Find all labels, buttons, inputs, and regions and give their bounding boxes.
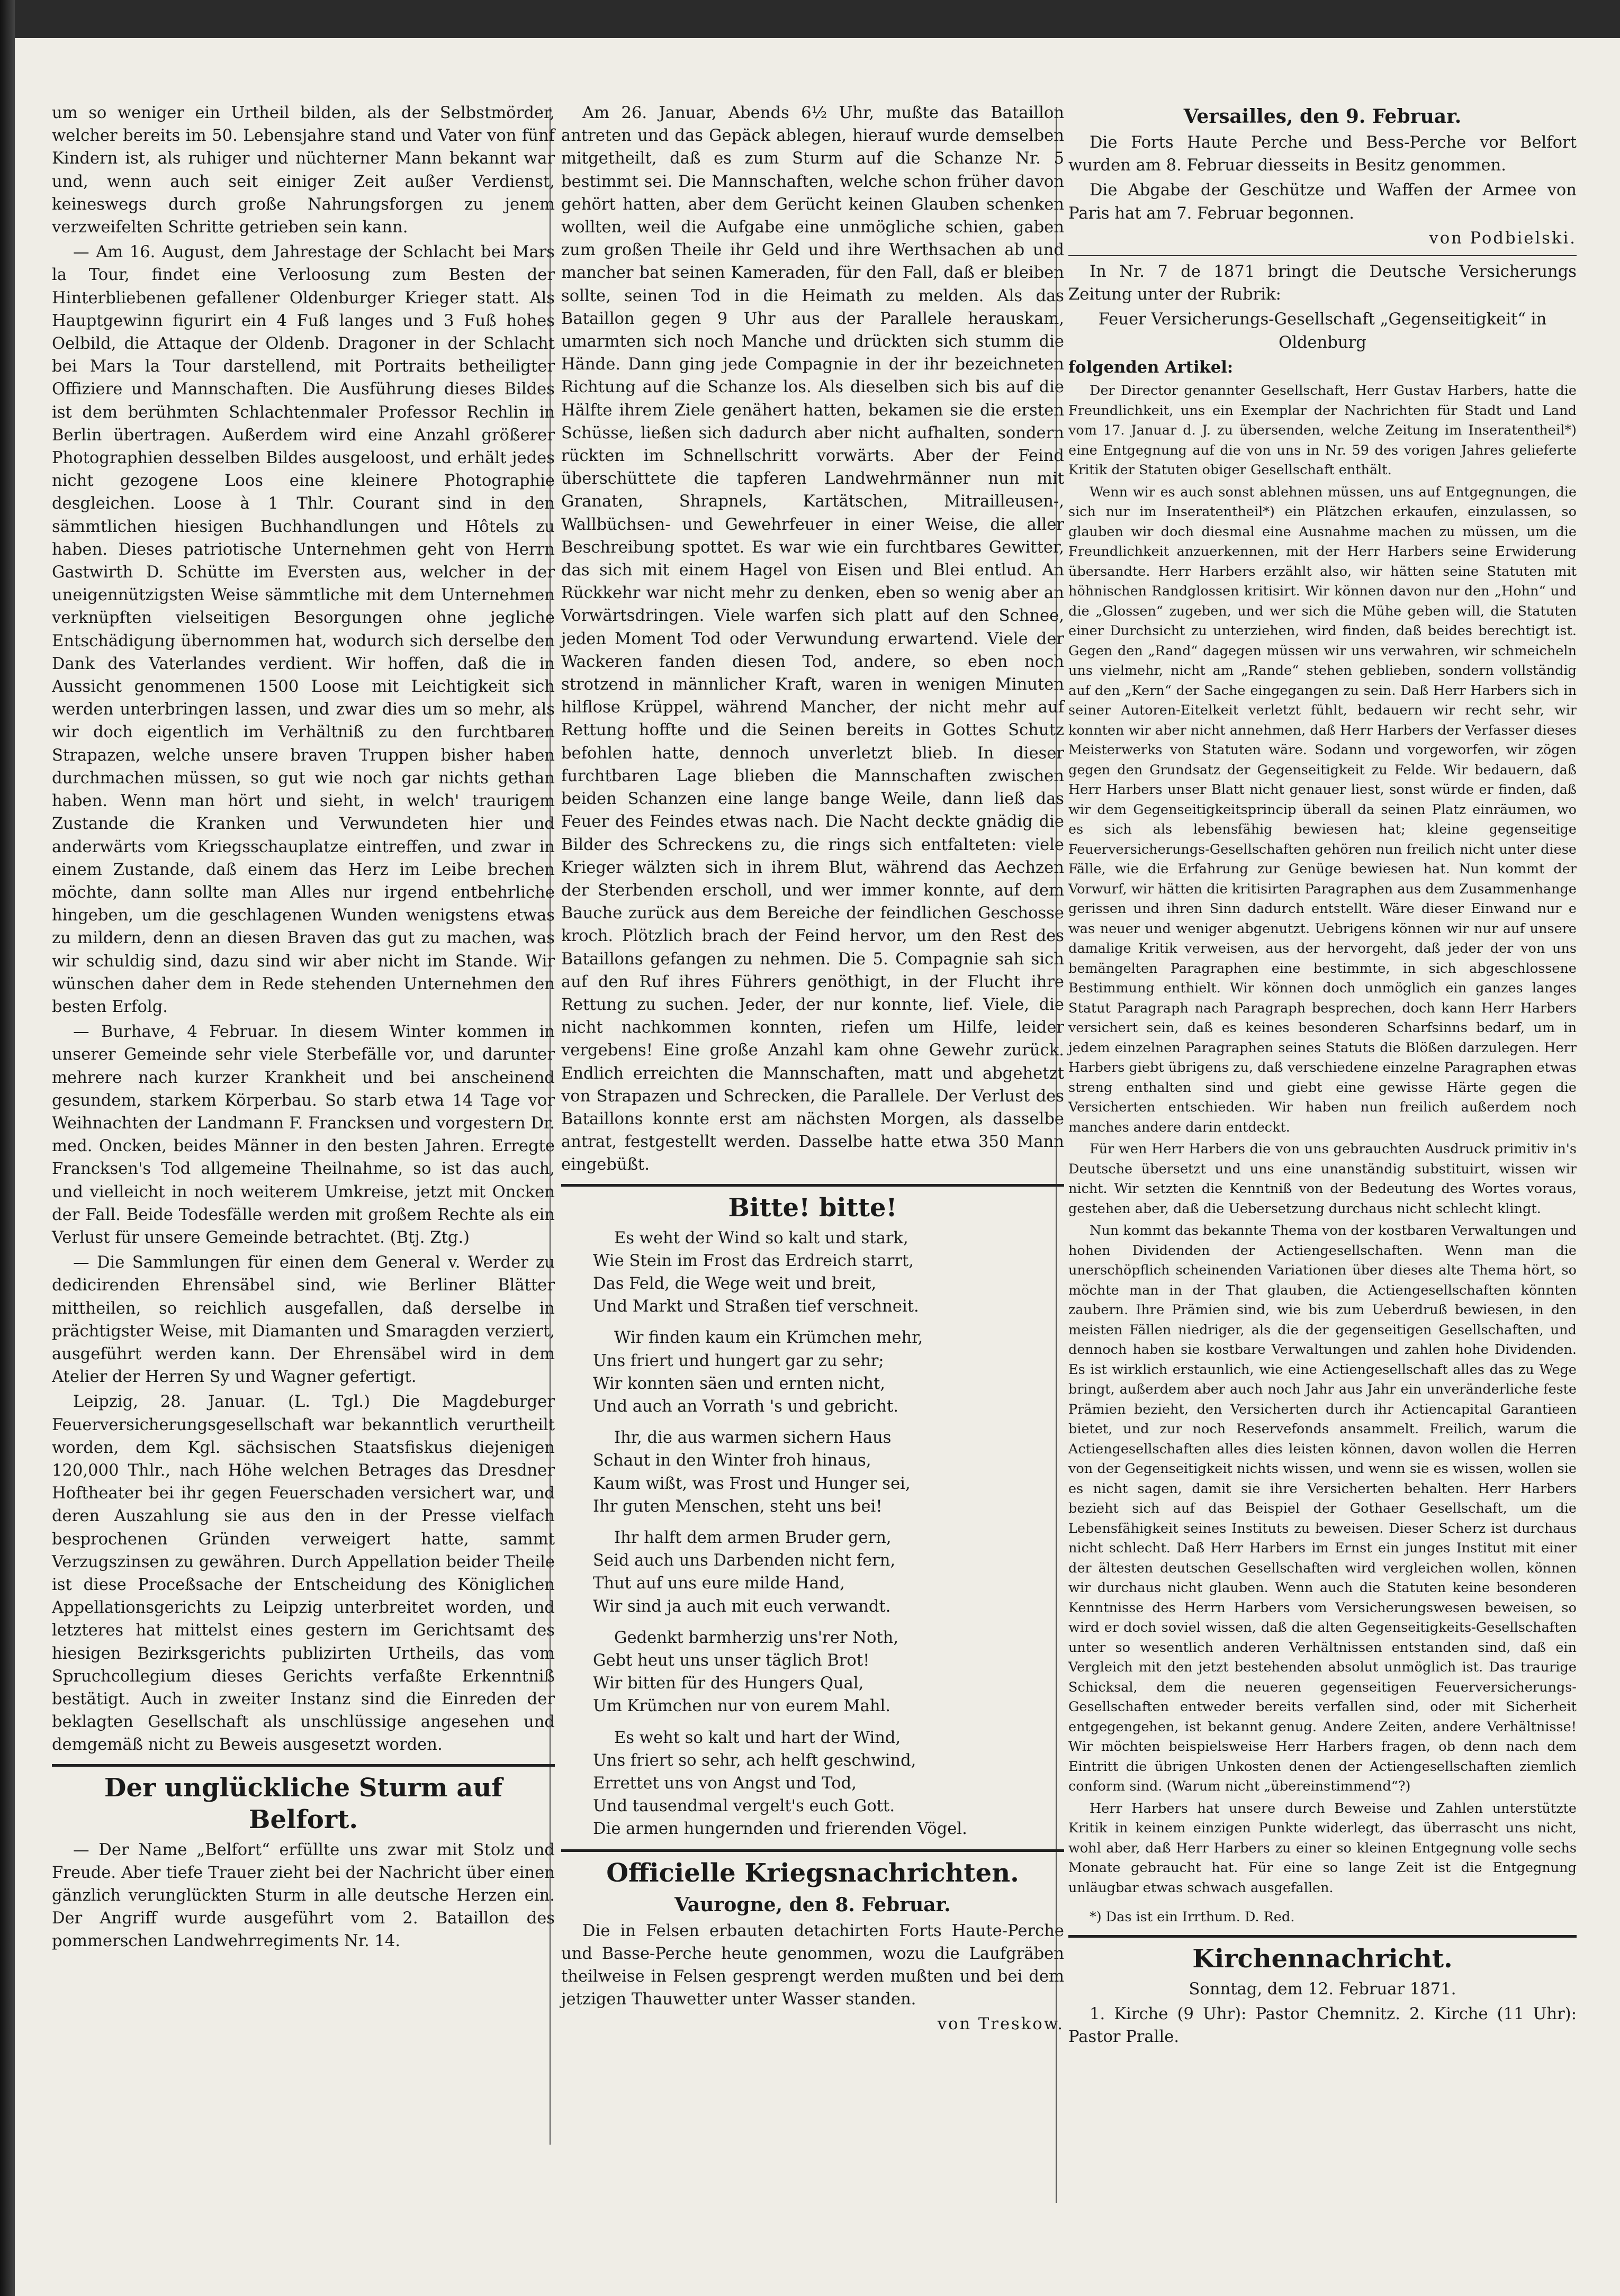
poem-line: Um Krümchen nur von eurem Mahl. — [593, 1697, 891, 1716]
church-date: Sonntag, dem 12. Februar 1871. — [1189, 1979, 1456, 1999]
column-middle — [561, 102, 1064, 2038]
article-paragraph: — Am 16. August, dem Jahrestage der Schlacht bei Mars la Tour, findet eine Verloosung zum Besten der Hinterbliebenen gefallener Oldenburger Krieger statt. Als Hauptgewinn figurirt ein 4 Fuß langes und 3 Fuß hohes Oelbild, die Attaque der Oldenb. Dragoner in der Schlacht bei Mars la Tour darstellend, mit Portraits betheiligter Offiziere und Mannschaften. Die Ausführung dieses Bildes ist dem berühmten Schlachtenmaler Professor Rechlin in Berlin übertragen. Außerdem wird eine Anzahl größerer Photographien desselben Bildes ausgeloost, und erhält jedes nicht gezogene Loos eine kleinere Photographie desgleichen. Loose à 1 Thlr. Courant sind in den sämmtlichen hiesigen Buchhandlungen und Hôtels zu haben. Dieses patriotische Unternehmen geht von Herrn Gastwirth D. Schütte im Eversten aus, welcher in der uneigennützigsten Weise sämmtliche mit dem Unternehmen verknüpften vielseitigen Besorgungen ohne jegliche Entschädigung übernommen hat, wodurch sich derselbe den Dank des Vaterlandes verdient. Wir hoffen, daß die in Aussicht genommenen 1500 Loose mit Leichtigkeit sich werden unterbringen lassen, und zwar dies um so mehr, als wir doch eigentlich im Verhältniß zu den furchtbaren Strapazen, welche unsere braven Truppen bisher haben durchmachen müssen, so gut wie noch gar nichts gethan haben. Wenn man hört und sieht, in welch' traurigem Zustande die Kranken und Verwundeten hier und anderwärts vom Kriegsschauplatze eintreffen, und zwar in einem Zustande, daß einem das Herz im Leibe brechen möchte, dann sollte man Alles nur irgend entbehrliche hingeben, um die geschlagenen Wunden wenigstens etwas zu mildern, denn an diesen Braven das gut zu machen, was wir schuldig sind, dazu sind wir aber nicht im Stande. Wir wünschen daher dem in Rede stehenden Unternehmen den besten Erfolg. — [52, 243, 555, 1016]
article-paragraph: Leipzig, 28. Januar. (L. Tgl.) Die Magdeburger Feuerversicherungsgesellschaft war bekanntlich verurtheilt worden, dem Kgl. sächsischen Staatsfiskus diejenigen 120,000 Thlr., nach Höhe welchen Betrages das Dresdner Hoftheater bei ihr gegen Feuerschaden versichert war, und deren Auszahlung sie aus den in der Presse vielfach besprochenen Gründen verweigert hatte, sammt Verzugszinsen zu gewähren. Durch Appellation beider Theile ist diese Proceßsache der Entscheidung des Königlichen Appellationsgerichts zu Leipzig unterbreitet worden, und letzteres hat mittelst eines gestern im Gerichtsamt des hiesigen Bezirksgerichts publizirten Urtheils, das vom Spruchcollegium dieses Gerichts verfaßte Erkenntniß bestätigt. Auch in zweiter Instanz sind die Einreden der beklagten Gesellschaft als unschlüssige angesehen und demgemäß nicht zu Beweis ausgesetzt worden. — [52, 1393, 555, 1755]
newspaper-page — [15, 38, 1620, 2296]
article-intro: In Nr. 7 de 1871 bringt die Deutsche Versicherungs Zeitung unter der Rubrik: — [1068, 263, 1577, 304]
scan-binding-edge — [0, 0, 15, 2296]
footnote: *) Das ist ein Irrthum. D. Red. — [1090, 1909, 1295, 1926]
poem-line: Ihr halft dem armen Bruder gern, — [614, 1528, 892, 1547]
poem-line: Gebt heut uns unser täglich Brot! — [593, 1651, 870, 1670]
poem-line: Seid auch uns Darbenden nicht fern, — [593, 1551, 896, 1570]
poem-line: Wir finden kaum ein Krümchen mehr, — [614, 1328, 923, 1348]
poem-line: Die armen hungernden und frierenden Vögel. — [593, 1820, 967, 1839]
poem-stanza — [561, 1626, 1064, 1718]
column-left — [52, 102, 555, 1955]
section-rule — [561, 1184, 1064, 1187]
article-paragraph: Die Forts Haute Perche und Bess-Perche vor Belfort wurden am 8. Februar diesseits in Besitz genommen. — [1068, 133, 1577, 175]
section-rule — [52, 1764, 555, 1767]
article-paragraph: Nun kommt das bekannte Thema von der kostbaren Verwaltungen und hohen Dividenden der Actiengesellschaften. Wenn man die unerschöpflich scheinenden Variationen über dieses alte Thema hört, so möchte man in der That glauben, die Actiengesellschaften könnten zaubern. Ihre Prämien sind, wie bis zum Ueberdruß bewiesen, in den meisten Fällen niedriger, als die der gegenseitigen Gesellschaften, und dennoch haben sie kostbare Verwaltungen und zahlen hohe Dividenden. Es ist wirklich erstaunlich, wie eine Actiengesellschaft alles das zu Wege bringt, außerdem aber auch noch Jahr aus Jahr ein unveränderliche feste Prämien bezieht, den Versicherten durch ihr Actiencapital Garantieen bietet, und zur noch Reservefonds ansammelt. Freilich, warum die Actiengesellschaften alles dies leisten können, davon wollen die Herren von der Gegenseitigkeit nichts wissen, und wenn sie es wissen, wollen sie es nicht sagen, damit sie ihre Versicherten behalten. Herr Harbers bezieht sich auf das Beispiel der Gothaer Gesellschaft, um die Lebensfähigkeit seines Instituts zu beweisen. Dieser Scherz ist durchaus nicht schlecht. Daß Herr Harbers im Ernst ein junges Institut mit einer der ältesten deutschen Gesellschaften wird vergleichen wollen, können wir durchaus nicht glauben. Wenn auch die Statuten keine besonderen Kenntnisse des Herrn Harbers vom Versicherungswesen beweisen, so wird er doch soviel wissen, daß die alten Gegenseitigkeits-Gesellschaften unter so wesentlich anderen Verhältnissen entstanden sind, daß ein Vergleich mit den jetzt bestehenden absolut unmöglich ist. Das traurige Schicksal, dem die neueren gegenseitigen Feuerversicherungs-Gesellschaften entweder bereits verfallen sind, oder mit Sicherheit entgegengehen, ist bekannt genug. Andere Zeiten, andere Verhältnisse! Wir möchten beispielsweise Herr Harbers fragen, ob denn nach dem Eintritt die übrigen Unkosten denen der Actiengesellschaften ziemlich conform sind. (Warum nicht „übereinstimmend“?) — [1068, 1223, 1577, 1795]
section-rule — [1068, 1935, 1577, 1938]
article-paragraph: — Der Name „Belfort“ erfüllte uns zwar mit Stolz und Freude. Aber tiefe Trauer zieht bei der Nachricht über einen gänzlich verunglückten Sturm in alle deutsche Herzen ein. Der Angriff wurde ausgeführt vom 2. Bataillon des pommerschen Landwehrregiments Nr. 14. — [52, 1840, 555, 1951]
poem-line: Schaut in den Winter froh hinaus, — [593, 1451, 871, 1470]
section-rule — [1068, 255, 1577, 256]
poem-stanza — [561, 1726, 1064, 1841]
quoted-article — [1068, 381, 1577, 1928]
poem-line: Thut auf uns eure milde Hand, — [593, 1574, 845, 1593]
poem-line: Gedenkt barmherzig uns'rer Noth, — [614, 1628, 899, 1647]
poem-line: Wir bitten für des Hungers Qual, — [593, 1674, 864, 1693]
poem-line: Das Feld, die Wege weit und breit, — [593, 1274, 877, 1293]
article-paragraph: Herr Harbers hat unsere durch Beweise und Zahlen unterstützte Kritik in keinem einzigen Punkte widerlegt, das überrascht uns nicht, wohl aber, daß Herr Harbers zu einer so kleinen Entgegnung volle sechs Monate gebraucht hat. Für eine so lange Zeit ist die Entgegnung unläugbar etwas schwach ausgefallen. — [1068, 1800, 1577, 1896]
war-news-dateline: Vaurogne, den 8. Februar. — [674, 1893, 951, 1916]
column-right — [1068, 102, 1577, 2050]
article-paragraph: Die Abgabe der Geschütze und Waffen der Armee von Paris hat am 7. Februar begonnen. — [1068, 181, 1577, 223]
poem-stanza — [561, 1227, 1064, 1318]
article-paragraph: Die in Felsen erbauten detachirten Forts Haute-Perche und Basse-Perche heute genommen, wozu die Laufgräben theilweise in Felsen gesprengt werden mußten und bei dem jetzigen Thauwetter unter Wasser standen. — [561, 1921, 1064, 2009]
poem-line: Uns friert und hungert gar zu sehr; — [593, 1351, 884, 1370]
poem-title: Bitte! bitte! — [728, 1192, 897, 1223]
poem-line: Uns friert so sehr, ach helft geschwind, — [593, 1751, 916, 1770]
article-paragraph: Für wen Herr Harbers die von uns gebrauchten Ausdruck primitiv in's Deutsche übersetzt und uns eine unanständig substituirt, wissen wir nicht. Wir setzten die Kenntniß von der Bedeutung des Wortes voraus, gestehen aber, daß die Uebersetzung durchaus nicht schlecht klingt. — [1068, 1141, 1577, 1217]
poem-stanza — [561, 1326, 1064, 1418]
church-heading: Kirchennachricht. — [1192, 1944, 1453, 1974]
poem-line: Wie Stein im Frost das Erdreich starrt, — [593, 1251, 914, 1270]
poem-line: Ihr guten Menschen, steht uns bei! — [593, 1497, 883, 1516]
poem-line: Wir konnten säen und ernten nicht, — [593, 1374, 886, 1393]
poem-stanza — [561, 1526, 1064, 1618]
poem-line: Es weht der Wind so kalt und stark, — [614, 1228, 908, 1248]
rubric: Feuer Versicherungs-Gesellschaft „Gegenseitigkeit“ in Oldenburg — [1098, 310, 1547, 352]
church-services: 1. Kirche (9 Uhr): Pastor Chemnitz. 2. Kirche (11 Uhr): Pastor Pralle. — [1068, 2004, 1577, 2046]
poem-line: Und Markt und Straßen tief verschneit. — [593, 1297, 919, 1316]
poem-stanza — [561, 1426, 1064, 1518]
article-paragraph: — Die Sammlungen für einen dem General v. Werder zu dedicirenden Ehrensäbel sind, wie Berliner Blätter mittheilen, so reichlich ausgefallen, daß derselbe in prächtigster Weise, mit Diamanten und Smaragden verziert, ausgeführt werden kann. Der Ehrensäbel wird in dem Atelier der Herren Sy und Wagner gefertigt. — [52, 1253, 555, 1387]
article-paragraph: um so weniger ein Urtheil bilden, als der Selbstmörder, welcher bereits im 50. Lebensjahre stand und Vater von fünf Kindern ist, als ruhiger und nüchterner Mann bekannt war und, wenn auch seit einiger Zeit außer Verdienst, keineswegs durch große Nahrungsforgen zu jenem verzweifelten Schritte getrieben sein kann. — [52, 104, 555, 237]
versailles-dateline: Versailles, den 9. Februar. — [1183, 105, 1462, 128]
poem — [561, 1227, 1064, 1841]
poem-line: Wir sind ja auch mit euch verwandt. — [593, 1597, 891, 1616]
poem-line: Und auch an Vorrath 's und gebricht. — [593, 1397, 898, 1416]
belfort-heading: Der unglückliche Sturm auf Belfort. — [104, 1773, 503, 1834]
article-paragraph: Wenn wir es auch sonst ablehnen müssen, uns auf Entgegnungen, die sich nur im Inseratentheil*) ein Plätzchen erkaufen, einzulassen, so glauben wir doch diesmal eine Ausnahme machen zu müssen, um die Freundlichkeit anzuerkennen, mit der Herr Harbers seine Erwiderung übersandte. Herr Harbers erzählt also, wir hätten seine Statuten mit höhnischen Randglossen kritisirt. Wir können davon nur den „Hohn“ und die „Glossen“ zugeben, und wer sich die Mühe geben will, die Statuten einer Durchsicht zu unterziehen, wird finden, daß beides berechtigt ist. Gegen den „Rand“ dagegen müssen wir uns verwahren, wir schmeicheln uns vielmehr, nicht am „Rande“ stehen geblieben, sondern vollständig auf den „Kern“ der Sache eingegangen zu sein. Daß Herr Harbers sich in seiner Autoren-Eitelkeit verletzt fühlt, bedauern wir recht sehr, wir konnten wir aber nicht annehmen, daß Herr Harbers der Verfasser dieses Meisterwerks von Statuten wäre. Sodann und vorgeworfen, wir zögen gegen den Grundsatz der Gegenseitigkeit zu Felde. Wir bedauern, daß Herr Harbers unser Blatt nicht genauer liest, sonst würde er finden, daß wir dem Gegenseitigkeitsprincip überall da seinen Platz einräumen, wo es sich als lebensfähig bewiesen hat; kleine gegenseitige Feuerversicherungs-Gesellschaften gehören nun freilich nicht unter diese Fälle, wie die Erfahrung zur Genüge bewiesen hat. Nun kommt der Vorwurf, wir hätten die kritisirten Paragraphen aus dem Zusammenhange gerissen und ihren Sinn dadurch entstellt. Wäre dieser Einwand nur e was neuer und weniger abgenutzt. Uebrigens können wir nur auf unsere damalige Kritik verweisen, aus der hervorgeht, daß jeder der von uns bemängelten Paragraphen eine bestimmte, in sich abgeschlossene Bestimmung enthielt. Wir können doch unmöglich ein ganzes langes Statut Paragraph nach Paragraph besprechen, doch kann Herr Harbers versichert sein, daß es keines besonderen Scharfsinns bedarf, um in jedem einzelnen Paragraphen seines Statuts die Blößen darzulegen. Herr Harbers giebt übrigens zu, daß verschiedene einzelne Paragraphen etwas streng enthalten sind und giebt eine gewisse Härte gegen die Versicherten entschieden. Wir haben nun freilich außerdem noch manches andere darin entdeckt. — [1068, 484, 1577, 1135]
article-paragraph: Am 26. Januar, Abends 6½ Uhr, mußte das Bataillon antreten und das Gepäck ablegen, hierauf wurde demselben mitgetheilt, daß es zum Sturm auf die Schanze Nr. 5 bestimmt sei. Die Mannschaften, welche schon früher davon gehört hatten, aber dem Gerücht keinen Glauben schenken wollten, weil die Aufgabe eine unmögliche schien, gaben zum großen Theile ihr Geld und ihre Werthsachen ab und mancher bat seinen Kameraden, für den Fall, daß er bleiben sollte, seinen Tod in die Heimath zu melden. Als das Bataillon gegen 9 Uhr aus der Parallele herauskam, umarmten sich noch Manche und drückten sich stumm die Hände. Dann ging jede Compagnie in der ihr bezeichneten Richtung auf die Schanze los. Als dieselben sich bis auf die Hälfte ihrem Ziele genähert hatten, bekamen sie die ersten Schüsse, ließen sich dadurch aber nicht aufhalten, sondern rückten im Schnellschritt vorwärts. Aber der Feind überschüttete die tapferen Landwehrmänner nun mit Granaten, Shrapnels, Kartätschen, Mitrailleusen-, Wallbüchsen- und Gewehrfeuer in einer Weise, die aller Beschreibung spottet. Es war wie ein furchtbares Gewitter, das sich mit einem Hagel von Eisen und Blei entlud. An Rückkehr war nicht mehr zu denken, eben so wenig aber an Vorwärtsdringen. Viele warfen sich platt auf den Schnee, jeden Moment Tod oder Verwundung erwartend. Viele der Wackeren fanden diesen Tod, andere, so eben noch strotzend in männlicher Kraft, waren in wenigen Minuten hilflose Krüppel, während Mancher, der nicht mehr auf Rettung hoffte und die Seinen bereits in Gottes Schutz befohlen hatte, dennoch unverletzt blieb. In dieser furchtbaren Lage blieben die Mannschaften zwischen beiden Schanzen eine lange bange Weile, dann ließ das Feuer des Feindes etwas nach. Die Nacht deckte gnädig die Bilder des Schreckens zu, die rings sich entfalteten: viele Krieger wälzten sich in ihrem Blut, während das Aechzen der Sterbenden erscholl, und wer immer konnte, auf dem Bauche zurück aus dem Bereiche der feindlichen Geschosse kroch. Plötzlich brach der Feind hervor, um den Rest des Bataillons gefangen zu nehmen. Die 5. Compagnie sah sich auf den Ruf ihres Führers genöthigt, in der Flucht ihre Rettung zu suchen. Jeder, der nur konnte, lief. Viele, die nicht nachkommen konnten, riefen um Hilfe, leider vergebens! Eine große Anzahl kam ohne Gewehr zurück. Endlich erreichten die Mannschaften, matt und abgehetzt von Strapazen und Schrecken, die Parallele. Der Verlust des Bataillons konnte erst am nächsten Morgen, als dasselbe antrat, festgestellt werden. Dasselbe hatte etwa 350 Mann eingebüßt. — [561, 104, 1064, 1174]
article-paragraph: Der Director genannter Gesellschaft, Herr Gustav Harbers, hatte die Freundlichkeit, uns ein Exemplar der Nachrichten für Stadt und Land vom 17. Januar d. J. zu übersenden, welche Zeitung im Inseratentheil*) eine Entgegnung auf die von uns in Nr. 59 des vorigen Jahres gelieferte Kritik der Statuten obiger Gesellschaft enthält. — [1068, 383, 1577, 478]
poem-line: Errettet uns von Angst und Tod, — [593, 1774, 857, 1793]
section-rule — [561, 1849, 1064, 1852]
signature: von Podbielski. — [1429, 229, 1577, 248]
article-paragraph: — Burhave, 4 Februar. In diesem Winter kommen in unserer Gemeinde sehr viele Sterbefälle vor, und darunter mehrere nach kurzer Krankheit und bei anscheinend gesundem, starkem Körperbau. So starb etwa 14 Tage vor Weihnachten der Landmann F. Francksen und vorgestern Dr. med. Oncken, beides Männer in den besten Jahren. Erregte Francksen's Tod allgemeine Theilnahme, so ist das auch, und vielleicht in noch weiterem Umkreise, jetzt mit Oncken der Fall. Beide Todesfälle werden mit großem Rechte als ein Verlust für unsere Gemeinde betrachtet. (Btj. Ztg.) — [52, 1023, 555, 1247]
poem-line: Ihr, die aus warmen sichern Haus — [614, 1429, 892, 1448]
article-label: folgenden Artikel: — [1068, 357, 1234, 377]
war-news-heading: Officielle Kriegsnachrichten. — [606, 1858, 1019, 1888]
signature: von Treskow. — [937, 2015, 1064, 2034]
poem-line: Es weht so kalt und hart der Wind, — [614, 1728, 901, 1747]
poem-line: Und tausendmal vergelt's euch Gott. — [593, 1797, 895, 1816]
poem-line: Kaum wißt, was Frost und Hunger sei, — [593, 1474, 911, 1493]
